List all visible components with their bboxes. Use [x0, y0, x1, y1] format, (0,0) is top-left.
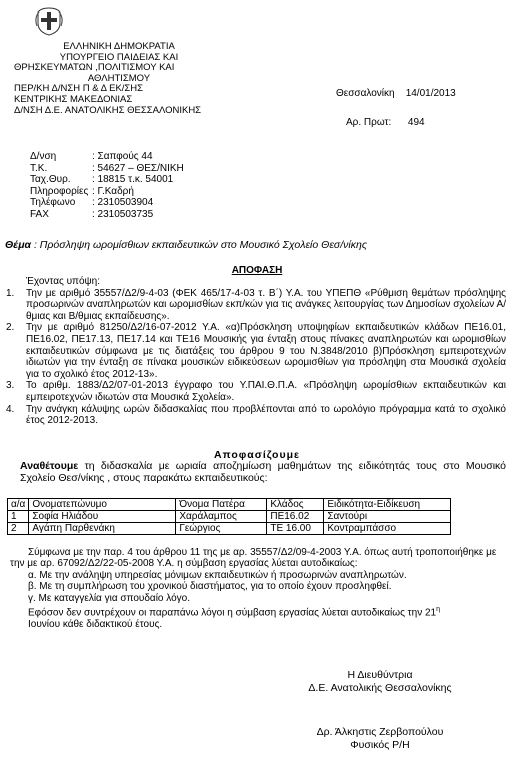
- table-cell: Αγάπη Παρθενάκη: [29, 523, 176, 535]
- issuer-line: ΥΠΟΥΡΓΕΙΟ ΠΑΙΔΕΙΑΣ ΚΑΙ: [59, 51, 179, 63]
- signatory-name: Δρ. Άλκηστις Ζερβοπούλου: [316, 726, 444, 738]
- item-text: Την με αριθμό 35557/Δ2/9-4-03 (ΦΕΚ 465/17-4-03 τ. Β΄) Υ.Α. του ΥΠΕΠΘ «Ρύθμιση θεμάτων πρόσληψης προσωρινών αναπληρωτών και ωρομισθίων εκπ/κών για τις ανάγκες λειτουργίας των Δημοσίων σχολείων Α/θμιας και Β/θμιας εκπαίδευσης».: [26, 287, 506, 322]
- contact-value: : 54627 – ΘΕΣ/ΝΙΚΗ: [92, 162, 184, 174]
- item-text: Την με αριθμό 81250/Δ2/16-07-2012 Υ.Α. «α)Πρόσκληση υποψηφίων εκπαιδευτικών κλάδων ΠΕ16.01, ΠΕ16.02, ΠΕ17.13, ΠΕ17.14 και ΤΕ16 Μουσικής για ένταξη στους πίνακες αναπληρωτών και ωρομισθίων εκπαιδευτικών σύμφωνα με τις διατάξεις του άρθρου 9 του Ν.3848/2010 β)Πρόσκληση εμπειροτεχνών ιδιωτών για την ένταξη σε πίνακα μουσικών ειδικεύσεων ωρομισθίων για πρόσληψη στα Μουσικά σχολεία για το σχολικό έτος 2012-13».: [26, 322, 506, 380]
- contact-key: Τ.Κ.: [30, 162, 48, 174]
- contact-value: : 2310503904: [92, 197, 154, 208]
- table-cell: 2: [8, 523, 29, 535]
- issuer-line: ΕΛΛΗΝΙΚΗ ΔΗΜΟΚΡΑΤΙΑ: [63, 41, 175, 52]
- table-cell: Σαντούρι: [324, 511, 451, 523]
- item-number: 1.: [6, 287, 15, 299]
- header-cell: Κλάδος: [267, 499, 324, 511]
- table-header-row: [8, 499, 451, 511]
- assignment-paragraph: [20, 460, 506, 484]
- terms-closing: [10, 604, 506, 630]
- we-decide-heading: Αποφασίζουμε: [214, 449, 300, 461]
- item-text: Την ανάγκη κάλυψης ωρών διδασκαλίας που προβλέπονται από το ωρολόγιο πρόγραμμα κατά το σχολικό έτος 2012-2013.: [26, 403, 506, 427]
- contact-row: [30, 163, 184, 175]
- greek-emblem-icon: [34, 6, 64, 36]
- header-cell: Ειδικότητα-Ειδίκευση: [324, 499, 451, 511]
- table-cell: Κοντραμπάσσο: [324, 523, 451, 535]
- termination-terms: [10, 547, 506, 630]
- list-item: [6, 288, 506, 323]
- table-cell: Σοφία Ηλιάδου: [29, 511, 176, 523]
- item-number: 3.: [6, 380, 15, 392]
- contact-value: : Γ.Καδρή: [92, 185, 134, 197]
- contact-row: [30, 197, 184, 209]
- contact-block: [30, 151, 184, 220]
- protocol-line: [346, 117, 425, 130]
- contact-key: Πληροφορίες: [30, 185, 89, 197]
- contact-row: [30, 151, 184, 163]
- protocol-number: 494: [407, 117, 425, 128]
- table-cell: Χαράλαμπος: [176, 511, 267, 523]
- table-cell: ΤΕ 16.00: [267, 523, 324, 535]
- table-cell: ΠΕ16.02: [267, 511, 324, 523]
- issuer-line: ΚΕΝΤΡΙΚΗΣ ΜΑΚΕΔΟΝΙΑΣ: [14, 93, 133, 105]
- protocol-label: Αρ. Πρωτ:: [346, 117, 392, 128]
- contact-value: : 18815 τ.κ. 54001: [92, 174, 174, 185]
- closing-sup: η: [436, 606, 441, 614]
- signatory-name-block: [300, 726, 460, 752]
- contact-row: [30, 209, 184, 221]
- header-cell: Όνομα Πατέρα: [176, 499, 267, 511]
- decision-title: ΑΠΟΦΑΣΗ: [231, 265, 283, 276]
- list-item: [6, 404, 506, 427]
- signatory-unit: Δ.Ε. Ανατολικής Θεσσαλονίκης: [308, 682, 452, 694]
- place: Θεσσαλονίκη: [336, 88, 395, 99]
- contact-value: : 2310503735: [92, 208, 154, 220]
- terms-intro: Σύμφωνα με την παρ. 4 του άρθρου 11 της με αρ. 35557/Δ2/09-4-2003 Υ.Α. όπως αυτή τροποποιήθηκε με την με αρ. 67092/Δ2/22-05-2008 Υ.Α. η σύμβαση εργασίας λύεται αυτοδικαίως:: [10, 547, 497, 570]
- contact-key: Τηλέφωνο: [30, 197, 76, 208]
- table-cell: Γεώργιος: [176, 523, 267, 535]
- table-row: [8, 511, 451, 523]
- contact-key: FAX: [30, 208, 49, 220]
- issuer-header: [14, 42, 224, 116]
- term-item: α. Με την ανάληψη υπηρεσίας μόνιμων εκπαιδευτικών ή προσωρινών αναπληρωτών.: [28, 569, 407, 581]
- staff-table: [7, 498, 451, 535]
- issuer-line: ΑΘΛΗΤΙΣΜΟΥ: [87, 72, 151, 84]
- considerations: [6, 276, 506, 427]
- assign-verb: Αναθέτουμε: [20, 460, 79, 472]
- term-item: β. Με τη συμπλήρωση του χρονικού διαστήματος, για το οποίο έχουν προσληφθεί.: [28, 581, 392, 593]
- signatory-title: [300, 669, 460, 695]
- contact-key: Δ/νση: [30, 151, 57, 162]
- list-item: [6, 380, 506, 403]
- contact-value: : Σαπφούς 44: [92, 151, 153, 162]
- item-number: 4.: [6, 403, 15, 415]
- subject-label: Θέμα: [5, 239, 32, 251]
- contact-row: [30, 174, 184, 186]
- header-cell: α/α: [8, 499, 29, 511]
- list-item: [6, 322, 506, 380]
- closing-text: Εφόσον δεν συντρέχουν οι παραπάνω λόγοι η σύμβαση εργασίας λύεται αυτοδικαίως την 21: [28, 607, 437, 619]
- subject-line: [5, 239, 510, 252]
- signatory-specialty: Φυσικός Ρ/Η: [350, 739, 410, 751]
- closing-end: Ιουνίου κάθε διδακτικού έτους.: [28, 618, 163, 630]
- date-line: [336, 88, 456, 101]
- subject-text: : Πρόσληψη ωρομίσθιων εκπαιδευτικών στο Μουσικό Σχολείο Θεσ/νίκης: [31, 239, 367, 251]
- item-number: 2.: [6, 322, 15, 334]
- contact-key: Ταχ.Θυρ.: [30, 174, 71, 185]
- term-item: γ. Με καταγγελία για σπουδαίο λόγο.: [28, 592, 191, 604]
- signatory-role: Η Διευθύντρια: [347, 669, 413, 681]
- item-text: Το αριθμ. 1883/Δ2/07-01-2013 έγγραφο του Υ.ΠΑΙ.Θ.Π.Α. «Πρόσληψη ωρομίσθιων εκπαιδευτικών και εμπειροτεχνών ιδιωτών στα Μουσικά Σχολεία».: [26, 380, 506, 403]
- issuer-line: ΠΕΡ/ΚΗ Δ/ΝΣΗ Π & Δ ΕΚ/ΣΗΣ: [14, 83, 144, 95]
- considerations-list: [6, 288, 506, 427]
- table-row: [8, 523, 451, 535]
- considering-heading: Έχοντας υπόψη:: [26, 276, 100, 287]
- assign-text: τη διδασκαλία με ωριαία αποζημίωση μαθημάτων της ειδικότητάς τους στο Μουσικό Σχολείο Θεσ/νίκης , στους παρακάτω εκπαιδευτικούς:: [20, 460, 506, 484]
- table-cell: 1: [8, 511, 29, 523]
- header-cell: Ονοματεπώνυμο: [29, 499, 176, 511]
- date: 14/01/2013: [405, 88, 456, 99]
- issuer-line: ΘΡΗΣΚΕΥΜΑΤΩΝ ,ΠΟΛΙΤΙΣΜΟΥ ΚΑΙ: [14, 62, 175, 74]
- issuer-line: Δ/ΝΣΗ Δ.Ε. ΑΝΑΤΟΛΙΚΗΣ ΘΕΣΣΑΛΟΝΙΚΗΣ: [14, 104, 202, 116]
- contact-row: [30, 186, 184, 198]
